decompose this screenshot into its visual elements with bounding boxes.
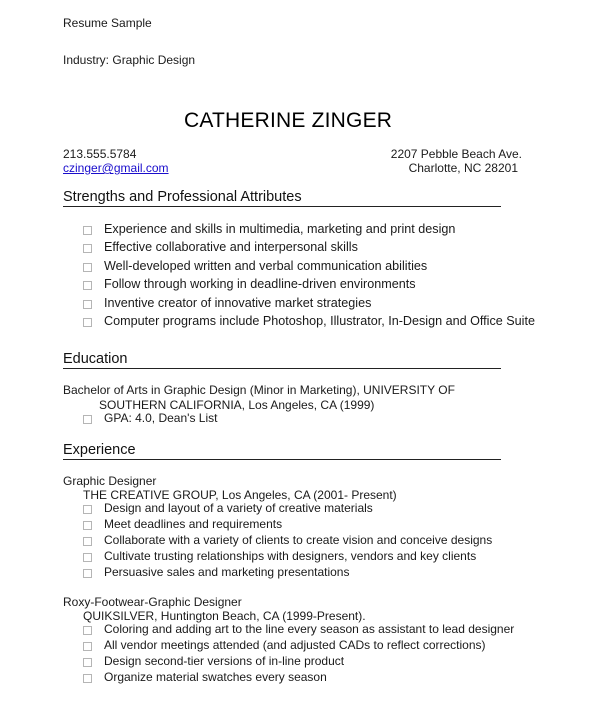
industry-label: Industry: Graphic Design: [63, 53, 196, 67]
job-duty-item: Collaborate with a variety of clients to create vision and conceive designs: [104, 533, 493, 547]
job-company: THE CREATIVE GROUP, Los Angeles, CA (2001- Present): [83, 488, 397, 502]
degree-line-1: Bachelor of Arts in Graphic Design (Minor in Marketing), UNIVERSITY OF: [63, 383, 455, 397]
address-line-2: Charlotte, NC 28201: [408, 161, 518, 175]
education-divider: [63, 368, 501, 369]
bullet-box-icon: [83, 263, 92, 272]
strength-item: Experience and skills in multimedia, marketing and print design: [104, 222, 456, 236]
email-link[interactable]: czinger@gmail.com: [63, 161, 169, 175]
bullet-box-icon: [83, 300, 92, 309]
strength-item: Computer programs include Photoshop, Illustrator, In-Design and Office Suite: [104, 314, 535, 328]
bullet-box-icon: [83, 318, 92, 327]
bullet-box-icon: [83, 521, 92, 530]
job-duty-item: Design second-tier versions of in-line product: [104, 654, 345, 668]
bullet-box-icon: [83, 642, 92, 651]
job-title: Graphic Designer: [63, 474, 157, 488]
job-duty-item: Cultivate trusting relationships with designers, vendors and key clients: [104, 549, 477, 563]
document-type-label: Resume Sample: [63, 16, 152, 30]
phone-number: 213.555.5784: [63, 147, 137, 161]
job-duty-item: Meet deadlines and requirements: [104, 517, 283, 531]
bullet-box-icon: [83, 674, 92, 683]
strength-item: Inventive creator of innovative market strategies: [104, 296, 372, 310]
job-duty-item: All vendor meetings attended (and adjusted CADs to reflect corrections): [104, 638, 486, 652]
degree-line-2: SOUTHERN CALIFORNIA, Los Angeles, CA (1999): [99, 398, 375, 412]
candidate-name: CATHERINE ZINGER: [184, 109, 393, 132]
bullet-box-icon: [83, 626, 92, 635]
job-duty-item: Coloring and adding art to the line every season as assistant to lead designer: [104, 622, 515, 636]
strengths-divider: [63, 206, 501, 207]
experience-heading: Experience: [63, 442, 136, 458]
job-duty-item: Design and layout of a variety of creative materials: [104, 501, 373, 515]
address-line-1: 2207 Pebble Beach Ave.: [390, 147, 522, 161]
bullet-box-icon: [83, 658, 92, 667]
job-title: Roxy-Footwear-Graphic Designer: [63, 595, 242, 609]
bullet-box-icon: [83, 415, 92, 424]
strengths-heading: Strengths and Professional Attributes: [63, 189, 302, 205]
bullet-box-icon: [83, 537, 92, 546]
education-heading: Education: [63, 351, 128, 367]
strength-item: Well-developed written and verbal communication abilities: [104, 259, 428, 273]
bullet-box-icon: [83, 569, 92, 578]
bullet-box-icon: [83, 244, 92, 253]
education-item: GPA: 4.0, Dean's List: [104, 411, 218, 425]
bullet-box-icon: [83, 553, 92, 562]
strength-item: Effective collaborative and interpersonal skills: [104, 240, 358, 254]
bullet-box-icon: [83, 226, 92, 235]
bullet-box-icon: [83, 281, 92, 290]
job-duty-item: Persuasive sales and marketing presentations: [104, 565, 350, 579]
bullet-box-icon: [83, 505, 92, 514]
experience-divider: [63, 459, 501, 460]
strength-item: Follow through working in deadline-driven environments: [104, 277, 416, 291]
job-company: QUIKSILVER, Huntington Beach, CA (1999-Present).: [83, 609, 366, 623]
job-duty-item: Organize material swatches every season: [104, 670, 327, 684]
